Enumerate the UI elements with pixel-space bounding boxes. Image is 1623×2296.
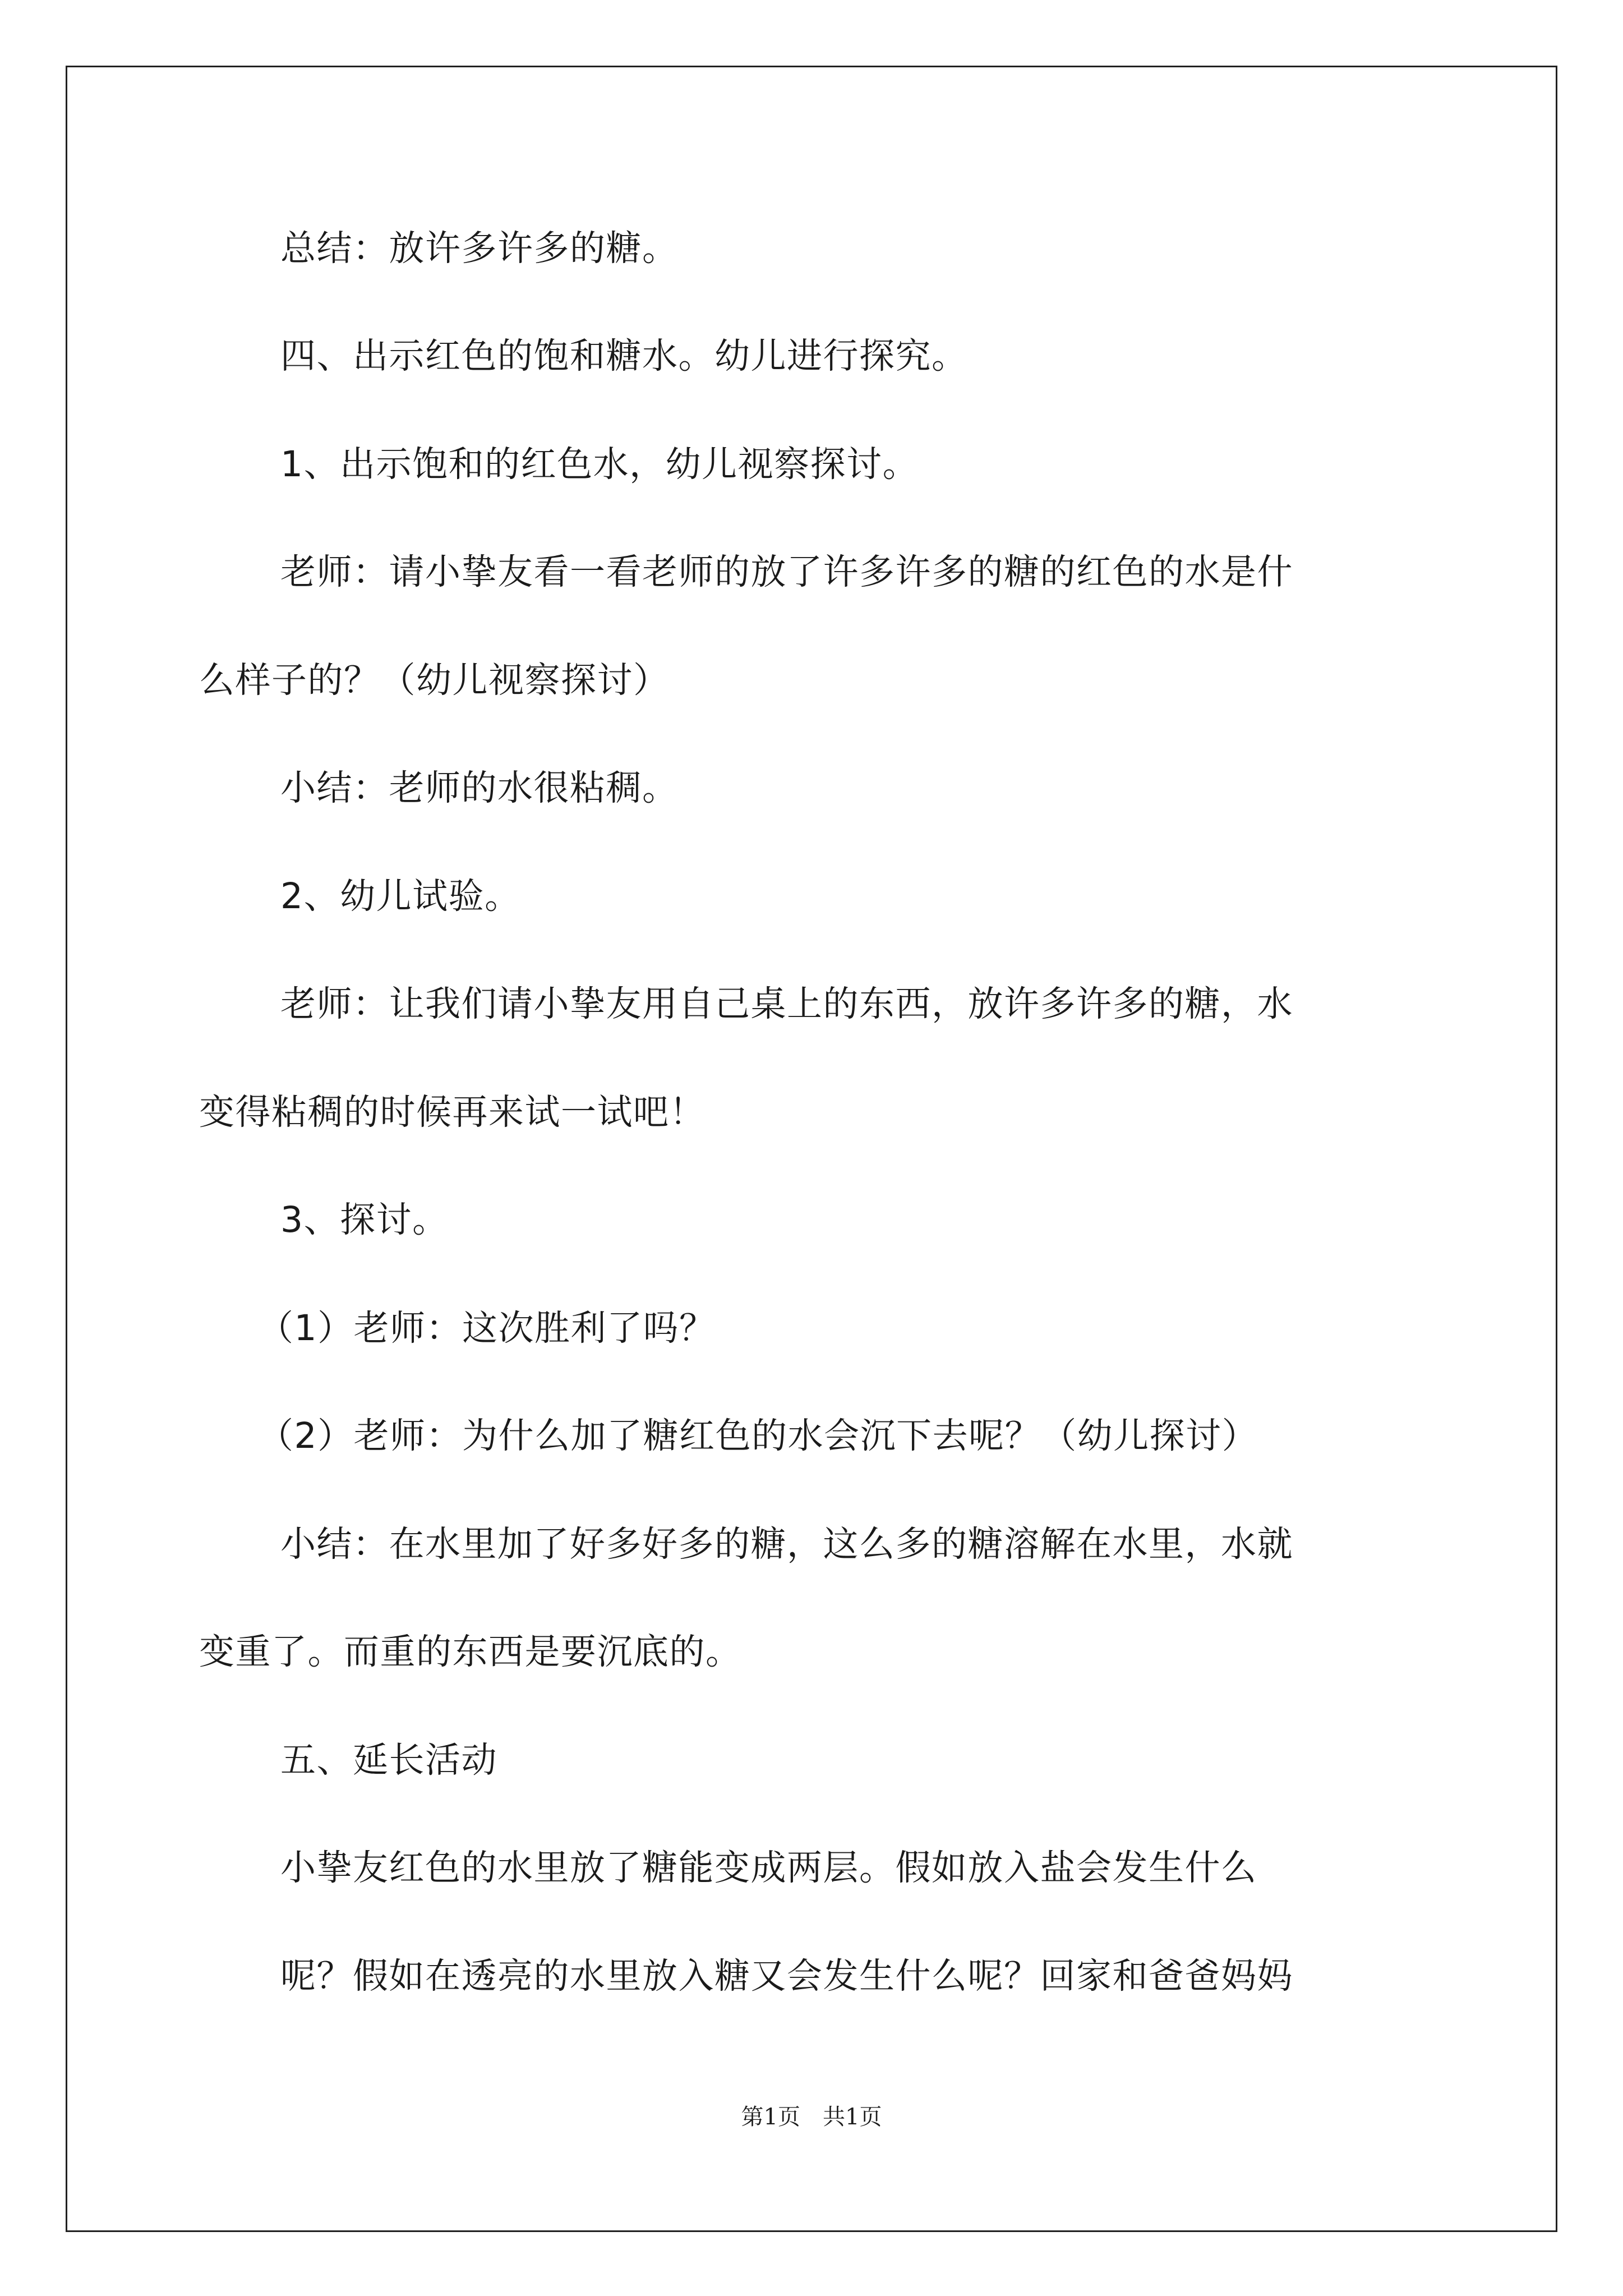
- question-2-line: （2）老师：为什么加了糖红色的水会沉下去呢？（幼儿探讨）: [258, 1415, 1258, 1456]
- page-border: [66, 66, 1557, 2232]
- teacher-question-line: 老师：请小挚友看一看老师的放了许多许多的糖的红色的水是什: [280, 551, 1293, 592]
- teacher-question-continuation: 么样子的？（幼儿视察探讨）: [199, 660, 670, 701]
- page-footer: 第1页 共1页: [741, 2104, 882, 2130]
- sub-summary-line: 小结：老师的水很粘稠。: [280, 767, 679, 808]
- conclusion-continuation: 变重了。而重的东西是要沉底的。: [199, 1631, 742, 1672]
- teacher-instruction-continuation: 变得粘稠的时候再来试一试吧！: [199, 1092, 706, 1133]
- section-four-heading: 四、出示红色的饱和糖水。幼儿进行探究。: [280, 335, 968, 376]
- step-1-line: 1、出示饱和的红色水，幼儿视察探讨。: [280, 444, 919, 485]
- step-2-line: 2、幼儿试验。: [280, 876, 521, 917]
- step-3-line: 3、探讨。: [280, 1199, 449, 1240]
- summary-line: 总结：放许多许多的糖。: [280, 228, 679, 269]
- conclusion-line: 小结：在水里加了好多好多的糖，这么多的糖溶解在水里，水就: [280, 1524, 1293, 1565]
- teacher-instruction-line: 老师：让我们请小挚友用自己桌上的东西，放许多许多的糖，水: [280, 983, 1293, 1024]
- extension-line: 小挚友红色的水里放了糖能变成两层。假如放入盐会发生什么: [280, 1847, 1257, 1888]
- extension-continuation: 呢？假如在透亮的水里放入糖又会发生什么呢？回家和爸爸妈妈: [280, 1955, 1293, 1996]
- question-1-line: （1）老师：这次胜利了吗？: [258, 1308, 716, 1349]
- section-five-heading: 五、延长活动: [280, 1740, 497, 1780]
